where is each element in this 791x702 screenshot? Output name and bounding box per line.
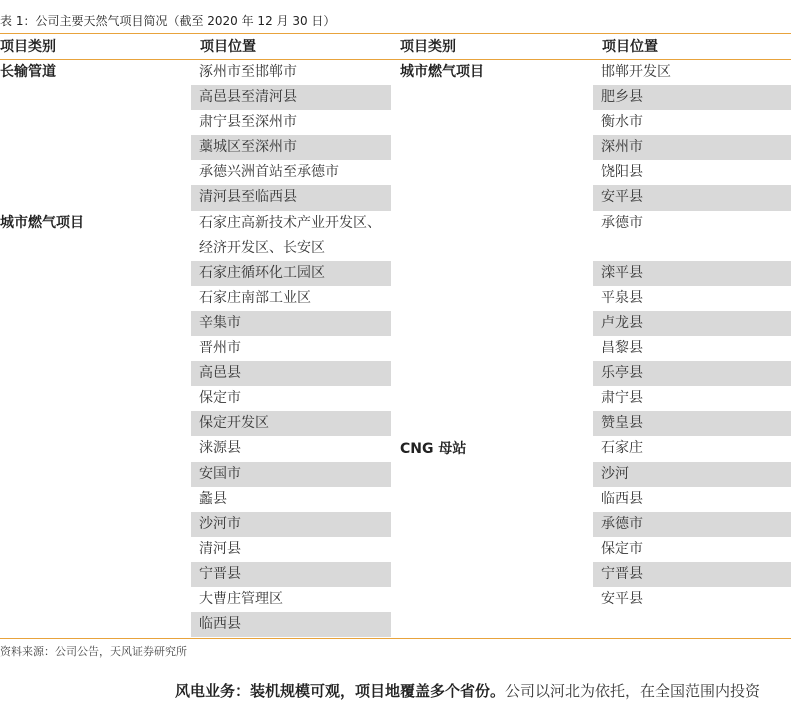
table-top-rule <box>0 33 791 34</box>
right-location-cell: 保定市 <box>601 540 643 557</box>
table-title: 表 1：公司主要天然气项目简况（截至 2020 年 12 月 30 日） <box>0 14 336 28</box>
right-location-cell <box>593 236 791 261</box>
left-location-cell: 涿州市至邯郸市 <box>199 64 297 80</box>
table-bottom-rule <box>0 638 791 639</box>
left-location-cell: 安国市 <box>191 462 391 487</box>
right-location-cell: 肥乡县 <box>593 85 791 110</box>
right-location-cell: 承德市 <box>601 214 643 231</box>
right-location-cell: 石家庄 <box>601 440 643 457</box>
right-location-column <box>593 60 791 612</box>
right-location-cell: 安平县 <box>601 590 643 607</box>
paragraph-text: 公司以河北为依托，在全国范围内投资 <box>505 682 761 700</box>
right-location-cell: 邯郸开发区 <box>601 64 671 80</box>
left-location-cell: 保定市 <box>199 390 241 407</box>
left-location-cell: 石家庄循环化工园区 <box>191 261 391 286</box>
left-location-cell: 沙河市 <box>191 512 391 537</box>
left-location-cell: 高邑县至清河县 <box>191 85 391 110</box>
header-left-location: 项目位置 <box>200 39 256 55</box>
left-location-cell: 石家庄南部工业区 <box>199 289 311 306</box>
right-location-cell: 临西县 <box>601 490 643 507</box>
right-location-cell: 衡水市 <box>601 114 643 131</box>
right-location-cell: 滦平县 <box>593 261 791 286</box>
left-location-cell: 高邑县 <box>191 361 391 386</box>
right-location-cell: 承德市 <box>593 512 791 537</box>
left-location-cell: 临西县 <box>191 612 391 637</box>
left-location-cell: 肃宁县至深州市 <box>199 114 297 131</box>
left-location-cell: 藁城区至深州市 <box>191 135 391 160</box>
category-pipeline: 长输管道 <box>0 64 56 80</box>
left-location-cell: 清河县 <box>199 540 241 557</box>
category-cng: CNG 母站 <box>400 441 467 457</box>
source-note: 资料来源：公司公告，天风证券研究所 <box>0 645 187 658</box>
left-location-cell: 石家庄高新技术产业开发区、经济开发区、长安区 <box>199 214 381 256</box>
right-location-cell: 宁晋县 <box>593 562 791 587</box>
category-city-gas-right: 城市燃气项目 <box>400 64 484 80</box>
left-location-cell: 晋州市 <box>199 340 241 357</box>
right-location-cell: 饶阳县 <box>601 164 643 181</box>
right-location-cell: 昌黎县 <box>601 340 643 357</box>
header-right-type: 项目类别 <box>400 39 456 55</box>
left-location-column <box>191 60 391 637</box>
right-location-cell: 赞皇县 <box>593 411 791 436</box>
right-location-cell: 卢龙县 <box>593 311 791 336</box>
left-location-cell: 大曹庄管理区 <box>199 590 283 607</box>
right-location-cell: 平泉县 <box>601 289 643 306</box>
left-location-cell: 蠡县 <box>199 490 227 507</box>
left-location-cell: 清河县至临西县 <box>191 185 391 210</box>
right-location-cell: 乐亭县 <box>593 361 791 386</box>
header-left-type: 项目类别 <box>0 39 56 55</box>
left-location-cell: 涞源县 <box>199 440 241 457</box>
right-location-cell: 沙河 <box>593 462 791 487</box>
right-location-cell: 安平县 <box>593 185 791 210</box>
right-location-cell: 深州市 <box>593 135 791 160</box>
left-location-cell: 辛集市 <box>191 311 391 336</box>
left-location-cell: 承德兴洲首站至承德市 <box>199 164 339 181</box>
category-city-gas-left: 城市燃气项目 <box>0 215 84 231</box>
left-location-cell: 保定开发区 <box>191 411 391 436</box>
header-right-location: 项目位置 <box>602 39 658 55</box>
paragraph-bold: 风电业务：装机规模可观，项目地覆盖多个省份。 <box>175 682 506 700</box>
left-location-cell: 宁晋县 <box>191 562 391 587</box>
right-location-cell: 肃宁县 <box>601 390 643 407</box>
body-paragraph <box>175 680 760 702</box>
